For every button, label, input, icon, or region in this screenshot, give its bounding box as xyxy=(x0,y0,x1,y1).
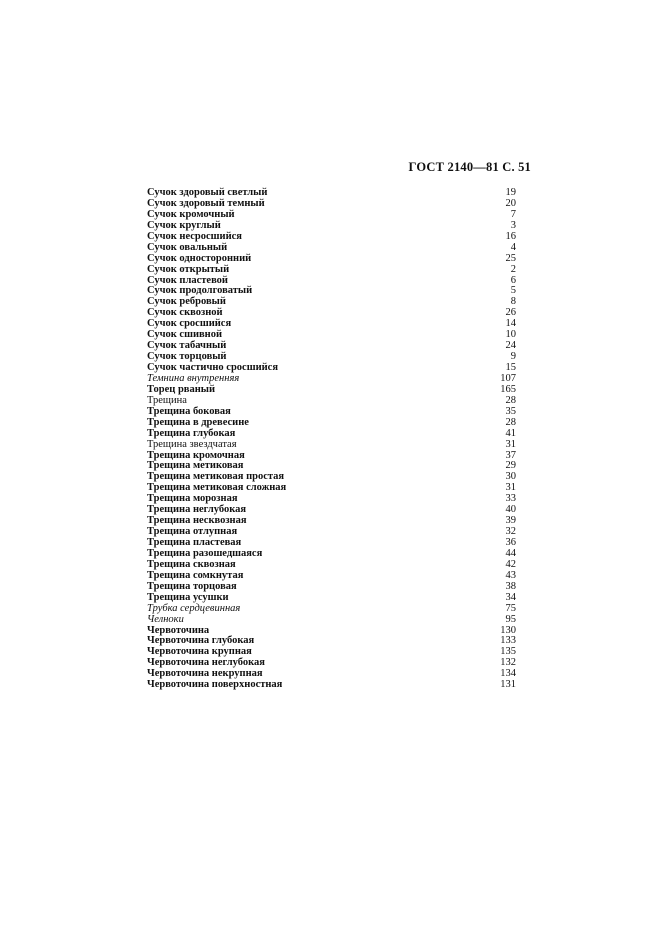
index-page-number: 20 xyxy=(505,197,516,209)
page-header: ГОСТ 2140—81 С. 51 xyxy=(408,160,531,174)
index-page-number: 33 xyxy=(505,493,516,505)
index-page-number: 135 xyxy=(500,646,516,658)
index-term: Сучок торцовый xyxy=(147,351,227,363)
index-page-number: 7 xyxy=(510,208,516,220)
index-term: Трещина разошедшаяся xyxy=(147,547,263,559)
index-entry xyxy=(147,254,516,265)
index-entry xyxy=(147,440,516,451)
index-term: Трещина отлупная xyxy=(147,526,238,538)
index-term: Трещина метиковая сложная xyxy=(147,482,287,494)
index-page-number: 4 xyxy=(510,241,516,253)
index-term: Сучок ребровый xyxy=(147,296,226,308)
index-entry xyxy=(147,429,516,440)
index-page-number: 75 xyxy=(505,602,516,614)
index-page-number: 133 xyxy=(500,635,516,647)
index-page-number: 165 xyxy=(500,383,516,395)
index-term: Червоточина поверхностная xyxy=(147,679,283,691)
index-term: Трещина сомкнутая xyxy=(147,569,244,581)
index-entry xyxy=(147,593,516,604)
index-page-number: 38 xyxy=(505,580,516,592)
index-term: Сучок здоровый светлый xyxy=(147,187,268,198)
index-term: Червоточина глубокая xyxy=(147,635,255,647)
index-term: Трещина глубокая xyxy=(147,427,236,439)
index-term: Трещина в древесине xyxy=(147,416,249,428)
index-term: Трещина неглубокая xyxy=(147,504,247,516)
index-term: Трещина боковая xyxy=(147,405,231,417)
index-term: Сучок несросшийся xyxy=(147,230,242,242)
index-page-number: 107 xyxy=(500,372,516,384)
index-term: Сучок односторонний xyxy=(147,252,252,264)
index-page-number: 31 xyxy=(505,482,516,494)
index-page-number: 16 xyxy=(505,230,516,242)
index-term: Сучок сквозной xyxy=(147,307,223,319)
index-entry xyxy=(147,680,516,691)
index-term: Сучок табачный xyxy=(147,340,227,352)
index-page-number: 6 xyxy=(510,274,516,286)
index-term: Сучок сросшийся xyxy=(147,318,232,330)
index-page-number: 9 xyxy=(510,351,516,363)
index-page-number: 34 xyxy=(505,591,516,603)
index-page-number: 10 xyxy=(505,329,516,341)
index-term: Трещина несквозная xyxy=(147,515,247,527)
index-term: Сучок овальный xyxy=(147,241,228,253)
index-page-number: 39 xyxy=(505,515,516,527)
index-term: Торец рваный xyxy=(147,383,216,395)
index-page-number: 43 xyxy=(505,569,516,581)
index-page-number: 35 xyxy=(505,405,516,417)
index-page-number: 44 xyxy=(505,547,516,559)
index-page-number: 130 xyxy=(500,624,516,636)
index-term: Сучок частично сросшийся xyxy=(147,362,279,373)
index-entry xyxy=(147,615,516,626)
index-term: Трубка сердцевинная xyxy=(147,602,241,614)
index-page-number: 37 xyxy=(505,449,516,461)
index-page-number: 29 xyxy=(505,460,516,472)
index-entry xyxy=(147,418,516,429)
index-term: Сучок открытый xyxy=(147,263,230,275)
index-entry xyxy=(147,265,516,276)
index-page-number: 3 xyxy=(510,219,516,231)
index-term: Челноки xyxy=(147,613,184,625)
index-term: Трещина пластевая xyxy=(147,537,242,548)
index-page-number: 15 xyxy=(505,362,516,373)
index-page-number: 14 xyxy=(505,318,516,330)
index-term: Темнина внутренняя xyxy=(147,372,240,384)
index-page-number: 19 xyxy=(505,187,516,198)
index-term: Трещина метиковая простая xyxy=(147,471,285,483)
index-page-number: 25 xyxy=(505,252,516,264)
index-page-number: 28 xyxy=(505,394,516,406)
term-index-list xyxy=(147,188,516,691)
index-term: Трещина кромочная xyxy=(147,449,245,461)
index-term: Трещина усушки xyxy=(147,591,229,603)
index-page-number: 28 xyxy=(505,416,516,428)
index-page-number: 8 xyxy=(510,296,516,308)
index-page-number: 24 xyxy=(505,340,516,352)
index-page-number: 2 xyxy=(510,263,516,275)
index-page-number: 95 xyxy=(505,613,516,625)
index-term: Сучок пластевой xyxy=(147,274,228,286)
index-term: Сучок сшивной xyxy=(147,329,223,341)
index-page-number: 30 xyxy=(505,471,516,483)
index-page-number: 5 xyxy=(510,285,516,297)
index-entry xyxy=(147,243,516,254)
index-page-number: 36 xyxy=(505,537,516,548)
index-page-number: 31 xyxy=(505,438,516,450)
index-entry xyxy=(147,604,516,615)
index-term: Трещина торцовая xyxy=(147,580,237,592)
index-page-number: 132 xyxy=(500,657,516,669)
index-term: Трещина сквозная xyxy=(147,558,236,570)
index-term: Червоточина крупная xyxy=(147,646,252,658)
index-term: Червоточина неглубокая xyxy=(147,657,265,669)
index-page-number: 26 xyxy=(505,307,516,319)
index-term: Трещина морозная xyxy=(147,493,238,505)
index-page-number: 41 xyxy=(505,427,516,439)
index-term: Трещина xyxy=(147,394,187,406)
index-entry xyxy=(147,385,516,396)
index-term: Сучок здоровый темный xyxy=(147,197,265,209)
index-term: Сучок круглый xyxy=(147,219,221,231)
index-page-number: 134 xyxy=(500,668,516,680)
index-term: Сучок продолговатый xyxy=(147,285,253,297)
index-page-number: 131 xyxy=(500,679,516,691)
index-term: Трещина звездчатая xyxy=(147,438,237,450)
index-page-number: 32 xyxy=(505,526,516,538)
index-page-number: 40 xyxy=(505,504,516,516)
index-term: Трещина метиковая xyxy=(147,460,244,472)
index-term: Червоточина некрупная xyxy=(147,668,263,680)
index-term: Сучок кромочный xyxy=(147,208,235,220)
index-term: Червоточина xyxy=(147,624,210,636)
index-page-number: 42 xyxy=(505,558,516,570)
